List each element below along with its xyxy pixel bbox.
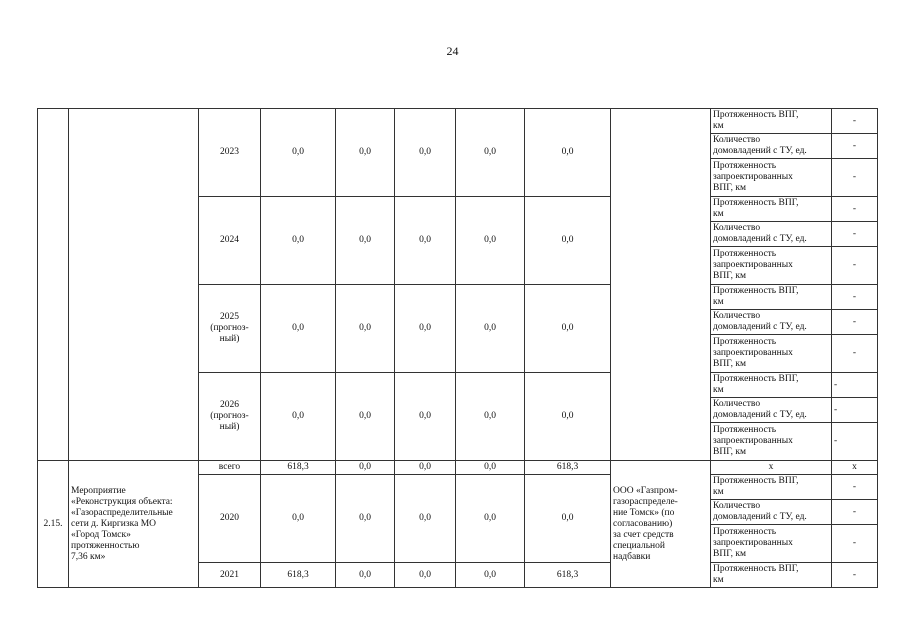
value-cell: 0,0 (395, 109, 456, 197)
value-cell: 0,0 (336, 285, 395, 373)
indicator-value: - (832, 398, 878, 423)
value-cell: 618,3 (261, 461, 336, 475)
indicator-value: - (832, 109, 878, 134)
executor-description: ООО «Газпром- газораспределе- ние Томск» (по согласованию) за счет средств специальной надбавки (611, 461, 711, 588)
activity-description: Мероприятие «Реконструкция объекта: «Газораспределительные сети д. Киргизка МО «Город Томск» протяженностью 7,36 км» (69, 461, 199, 588)
value-cell: 0,0 (456, 563, 525, 588)
program-table (37, 108, 878, 588)
value-cell: 0,0 (395, 197, 456, 285)
indicator-cell: Протяженность ВПГ, км (711, 285, 832, 310)
indicator-value: - (832, 159, 878, 197)
indicator-cell: Протяженность ВПГ, км (711, 475, 832, 500)
indicator-cell: Количество домовладений с ТУ, ед. (711, 398, 832, 423)
value-cell: 0,0 (525, 109, 611, 197)
indicator-cell: Количество домовладений с ТУ, ед. (711, 310, 832, 335)
indicator-cell: Протяженность ВПГ, км (711, 109, 832, 134)
indicator-value: - (832, 500, 878, 525)
indicator-value: - (832, 310, 878, 335)
indicator-cell: Протяженность запроектированных ВПГ, км (711, 525, 832, 563)
indicator-cell: Протяженность запроектированных ВПГ, км (711, 247, 832, 285)
value-cell: 0,0 (336, 373, 395, 461)
value-cell: 0,0 (456, 461, 525, 475)
indicator-value: - (832, 197, 878, 222)
value-cell: 0,0 (456, 285, 525, 373)
indicator-value: - (832, 423, 878, 461)
value-cell: 0,0 (456, 109, 525, 197)
indicator-value: - (832, 335, 878, 373)
indicator-cell: Количество домовладений с ТУ, ед. (711, 222, 832, 247)
indicator-value: - (832, 222, 878, 247)
indicator-value: - (832, 563, 878, 588)
activity-cell-empty (69, 109, 199, 461)
indicator-cell: Протяженность ВПГ, км (711, 197, 832, 222)
value-cell: 0,0 (395, 285, 456, 373)
value-cell: 0,0 (261, 197, 336, 285)
indicator-value: - (832, 247, 878, 285)
indicator-cell: Протяженность запроектированных ВПГ, км (711, 159, 832, 197)
indicator-value: х (832, 461, 878, 475)
indicator-value: - (832, 134, 878, 159)
year-cell: 2026 (прогноз- ный) (199, 373, 261, 461)
page-number: 24 (446, 44, 459, 58)
value-cell: 618,3 (261, 563, 336, 588)
indicator-cell: Протяженность запроектированных ВПГ, км (711, 423, 832, 461)
year-cell: 2025 (прогноз- ный) (199, 285, 261, 373)
table-row (38, 109, 878, 134)
value-cell: 0,0 (336, 197, 395, 285)
value-cell: 0,0 (395, 461, 456, 475)
value-cell: 0,0 (261, 475, 336, 563)
value-cell: 0,0 (456, 197, 525, 285)
value-cell: 0,0 (336, 475, 395, 563)
indicator-value: - (832, 373, 878, 398)
indicator-value: - (832, 525, 878, 563)
value-cell: 0,0 (456, 475, 525, 563)
value-cell: 0,0 (336, 563, 395, 588)
value-cell: 0,0 (261, 285, 336, 373)
value-cell: 0,0 (525, 475, 611, 563)
value-cell: 0,0 (525, 373, 611, 461)
value-cell: 0,0 (395, 475, 456, 563)
item-index: 2.15. (38, 461, 69, 588)
value-cell: 0,0 (525, 285, 611, 373)
value-cell: 0,0 (456, 373, 525, 461)
value-cell: 0,0 (336, 109, 395, 197)
value-cell: 618,3 (525, 461, 611, 475)
value-cell: 618,3 (525, 563, 611, 588)
executor-cell-empty (611, 109, 711, 461)
indicator-value: - (832, 285, 878, 310)
value-cell: 0,0 (261, 109, 336, 197)
year-cell: 2020 (199, 475, 261, 563)
value-cell: 0,0 (395, 373, 456, 461)
indicator-cell: Количество домовладений с ТУ, ед. (711, 134, 832, 159)
value-cell: 0,0 (261, 373, 336, 461)
indicator-cell: х (711, 461, 832, 475)
indicator-cell: Протяженность ВПГ, км (711, 373, 832, 398)
indicator-cell: Протяженность запроектированных ВПГ, км (711, 335, 832, 373)
year-cell: всего (199, 461, 261, 475)
year-cell: 2021 (199, 563, 261, 588)
index-cell-empty (38, 109, 69, 461)
value-cell: 0,0 (525, 197, 611, 285)
table-row (38, 461, 878, 475)
year-cell: 2023 (199, 109, 261, 197)
value-cell: 0,0 (336, 461, 395, 475)
year-cell: 2024 (199, 197, 261, 285)
indicator-cell: Протяженность ВПГ, км (711, 563, 832, 588)
indicator-value: - (832, 475, 878, 500)
value-cell: 0,0 (395, 563, 456, 588)
indicator-cell: Количество домовладений с ТУ, ед. (711, 500, 832, 525)
